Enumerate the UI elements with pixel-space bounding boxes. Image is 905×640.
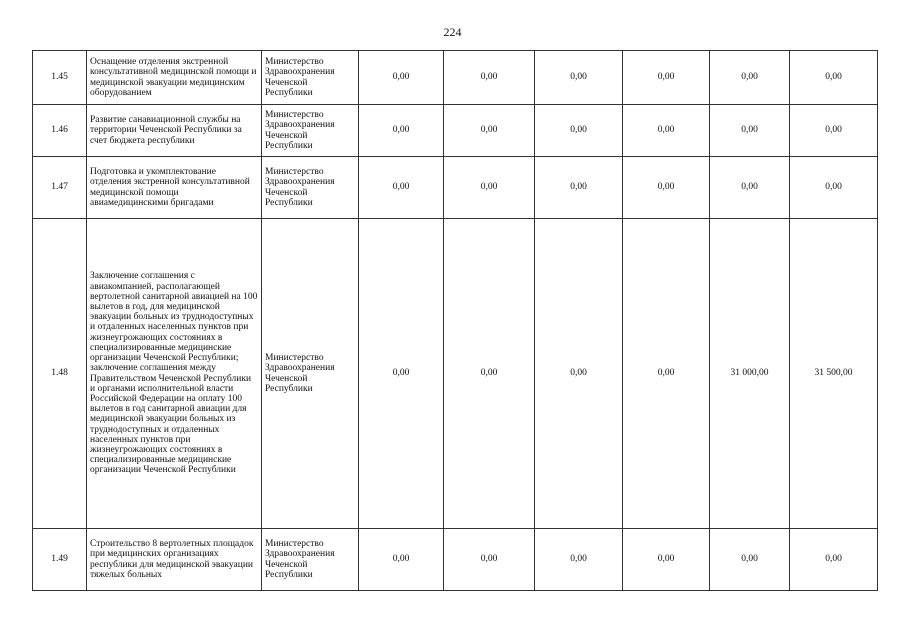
measure-name: Оснащение отделения экстренной консультативной медицинской помощи и медицинской эвакуации медицинским оборудованием <box>87 51 262 105</box>
table-row <box>33 219 878 529</box>
measure-name: Подготовка и укомплектование отделения экстренной консультативной медицинской помощи авиамедицинскими бригадами <box>87 157 262 219</box>
value-cell: 0,00 <box>710 105 790 157</box>
value-cell: 0,00 <box>623 529 710 591</box>
page-number: 224 <box>443 25 462 39</box>
table-row <box>33 51 878 105</box>
row-number: 1.45 <box>33 51 87 105</box>
row-number: 1.46 <box>33 105 87 157</box>
value-cell: 0,00 <box>535 105 623 157</box>
value-cell: 0,00 <box>790 51 878 105</box>
executor: Министерство Здравоохранения Чеченской Республики <box>262 51 359 105</box>
value-cell: 0,00 <box>535 529 623 591</box>
value-cell: 0,00 <box>444 157 535 219</box>
value-cell: 0,00 <box>623 51 710 105</box>
executor: Министерство Здравоохранения Чеченской Республики <box>262 105 359 157</box>
measure-name: Заключение соглашения с авиакомпанией, располагающей вертолетной санитарной авиацией на 100 вылетов в год, для медицинской эвакуации больных из труднодоступных и отдаленных населенных пунктов при жизнеугрожающих состояниях в специализированные медицинские организации Чеченской Республики; заключение соглашения между Правительством Чеченской Республики и органами исполнительной власти Российской Федерации на оплату 100 вылетов в год санитарной авиации для медицинской эвакуации больных из труднодоступных и отдаленных населенных пунктов при жизнеугрожающих состояниях в специализированные медицинские организации Чеченской Республики <box>87 219 262 529</box>
value-cell: 0,00 <box>359 157 444 219</box>
value-cell: 0,00 <box>359 51 444 105</box>
value-cell: 0,00 <box>623 157 710 219</box>
value-cell: 0,00 <box>710 51 790 105</box>
value-cell: 0,00 <box>359 105 444 157</box>
value-cell: 0,00 <box>790 105 878 157</box>
value-cell: 0,00 <box>790 157 878 219</box>
value-cell: 0,00 <box>535 51 623 105</box>
value-cell: 0,00 <box>623 219 710 529</box>
value-cell: 31 500,00 <box>790 219 878 529</box>
executor: Министерство Здравоохранения Чеченской Республики <box>262 529 359 591</box>
value-cell: 0,00 <box>710 529 790 591</box>
value-cell: 0,00 <box>444 219 535 529</box>
value-cell: 31 000,00 <box>710 219 790 529</box>
table-row <box>33 105 878 157</box>
table-row <box>33 157 878 219</box>
value-cell: 0,00 <box>623 105 710 157</box>
value-cell: 0,00 <box>359 219 444 529</box>
row-number: 1.49 <box>33 529 87 591</box>
value-cell: 0,00 <box>535 157 623 219</box>
measure-name: Строительство 8 вертолетных площадок при медицинских организациях республики для медицинской эвакуации тяжелых больных <box>87 529 262 591</box>
table-row <box>33 529 878 591</box>
value-cell: 0,00 <box>444 51 535 105</box>
budget-table <box>32 50 878 591</box>
value-cell: 0,00 <box>444 529 535 591</box>
value-cell: 0,00 <box>535 219 623 529</box>
row-number: 1.48 <box>33 219 87 529</box>
value-cell: 0,00 <box>444 105 535 157</box>
measure-name: Развитие санавиационной службы на территории Чеченской Республики за счет бюджета республики <box>87 105 262 157</box>
row-number: 1.47 <box>33 157 87 219</box>
executor: Министерство Здравоохранения Чеченской Республики <box>262 157 359 219</box>
executor: Министерство Здравоохранения Чеченской Республики <box>262 219 359 529</box>
value-cell: 0,00 <box>790 529 878 591</box>
value-cell: 0,00 <box>359 529 444 591</box>
value-cell: 0,00 <box>710 157 790 219</box>
